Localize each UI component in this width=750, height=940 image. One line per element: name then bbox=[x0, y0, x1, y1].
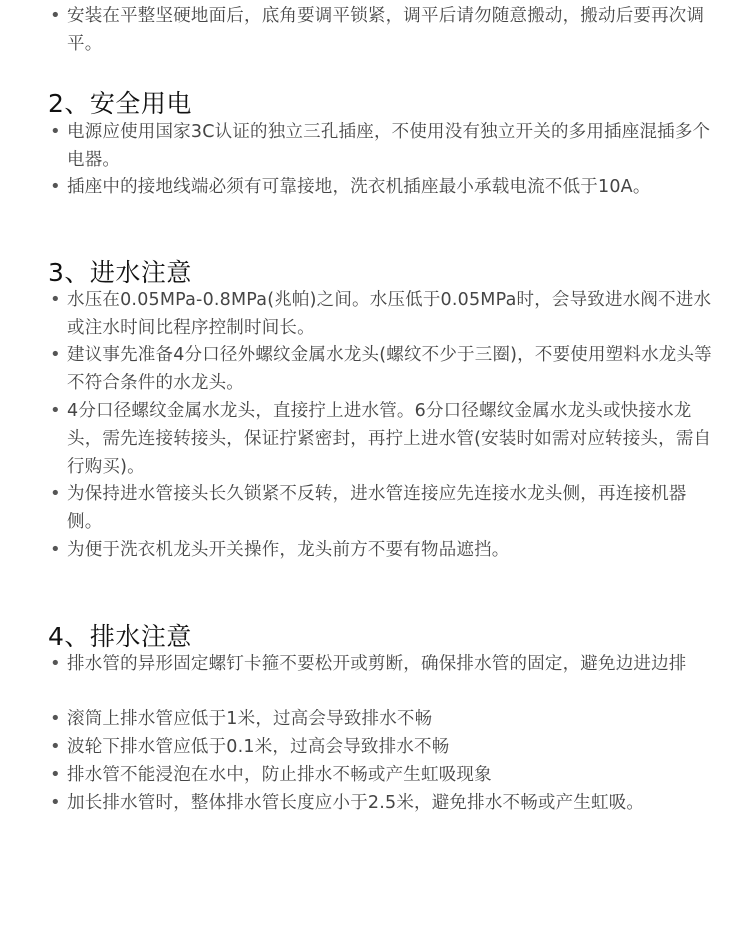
list-item-text: 滚筒上排水管应低于1米，过高会导致排水不畅 bbox=[67, 709, 433, 729]
section-heading-electrical-safety: 2、安全用电 bbox=[48, 89, 192, 118]
bullet-icon: • bbox=[50, 483, 61, 504]
list-item bbox=[50, 705, 720, 733]
bullet-icon: • bbox=[50, 792, 61, 813]
bullet-icon: • bbox=[50, 708, 61, 729]
list-item bbox=[50, 118, 720, 174]
list-item-text: 加长排水管时，整体排水管长度应小于2.5米，避免排水不畅或产生虹吸。 bbox=[67, 793, 645, 813]
list-item-text: 安装在平整坚硬地面后，底角要调平锁紧，调平后请勿随意搬动，搬动后要再次调平。 bbox=[67, 6, 705, 54]
bullet-icon: • bbox=[50, 764, 61, 785]
bullet-icon: • bbox=[50, 653, 61, 674]
list-item bbox=[50, 2, 720, 58]
list-item-text: 为保持进水管接头长久锁紧不反转，进水管连接应先连接水龙头侧，再连接机器侧。 bbox=[67, 484, 687, 532]
section-heading-water-inlet: 3、进水注意 bbox=[48, 258, 192, 287]
bullet-icon: • bbox=[50, 344, 61, 365]
list-item bbox=[50, 733, 720, 761]
bullet-icon: • bbox=[50, 736, 61, 757]
bullet-icon: • bbox=[50, 289, 61, 310]
list-item-text: 排水管的异形固定螺钉卡箍不要松开或剪断，确保排水管的固定，避免边进边排 bbox=[67, 654, 687, 674]
list-item-text: 为便于洗衣机龙头开关操作，龙头前方不要有物品遮挡。 bbox=[67, 540, 510, 560]
bullet-icon: • bbox=[50, 176, 61, 197]
bullet-icon: • bbox=[50, 539, 61, 560]
list-item bbox=[50, 650, 720, 678]
list-item-text: 电源应使用国家3C认证的独立三孔插座，不使用没有独立开关的多用插座混插多个电器。 bbox=[67, 122, 711, 170]
list-item bbox=[50, 536, 720, 564]
list-item-text: 4分口径螺纹金属水龙头，直接拧上进水管。6分口径螺纹金属水龙头或快接水龙头，需先连接转接头，保证拧紧密封，再拧上进水管(安装时如需对应转接头，需自行购买)。 bbox=[67, 401, 712, 477]
list-item-text: 水压在0.05MPa-0.8MPa(兆帕)之间。水压低于0.05MPa时，会导致进水阀不进水或注水时间比程序控制时间长。 bbox=[67, 290, 712, 338]
list-item bbox=[50, 341, 720, 397]
list-item-text: 插座中的接地线端必须有可靠接地，洗衣机插座最小承载电流不低于10A。 bbox=[67, 177, 651, 197]
list-item bbox=[50, 286, 720, 342]
list-item bbox=[50, 173, 720, 201]
list-item bbox=[50, 480, 720, 536]
list-item bbox=[50, 789, 720, 817]
list-item-text: 建议事先准备4分口径外螺纹金属水龙头(螺纹不少于三圈)，不要使用塑料水龙头等不符合条件的水龙头。 bbox=[67, 345, 712, 393]
bullet-icon: • bbox=[50, 5, 61, 26]
bullet-icon: • bbox=[50, 400, 61, 421]
section-heading-drainage: 4、排水注意 bbox=[48, 622, 192, 651]
list-item-text: 波轮下排水管应低于0.1米，过高会导致排水不畅 bbox=[67, 737, 450, 757]
bullet-icon: • bbox=[50, 121, 61, 142]
list-item-text: 排水管不能浸泡在水中，防止排水不畅或产生虹吸现象 bbox=[67, 765, 492, 785]
list-item bbox=[50, 397, 720, 481]
list-item bbox=[50, 761, 720, 789]
